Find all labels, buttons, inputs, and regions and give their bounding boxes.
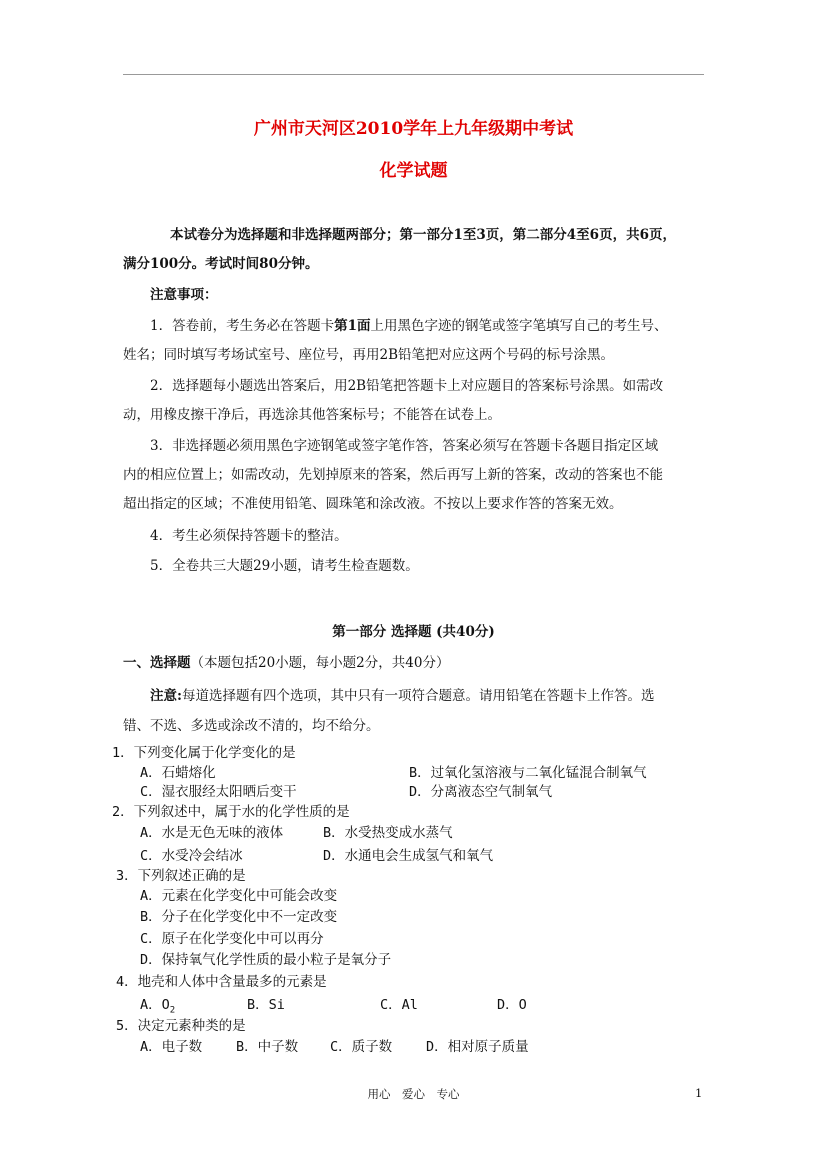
notes-heading: 注意事项： (150, 287, 218, 303)
note-1-line-2: 姓名；同时填写考场试室号、座位号，再用2B铅笔把对应这两个号码的标号涂黑。 (123, 347, 615, 363)
note-2-line-1: 2．选择题每小题选出答案后，用2B铅笔把答题卡上对应题目的答案标号涂黑。如需改 (150, 378, 664, 394)
intro-line-2: 满分100分。考试时间80分钟。 (123, 256, 319, 272)
question-2-option-d: D．水通电会生成氢气和氧气 (323, 848, 494, 864)
exam-title: 广州市天河区2010学年上九年级期中考试 (253, 119, 574, 139)
note-1-text-end: 上用黑色字迹的钢笔或签字笔填写自己的考生号、 (370, 318, 668, 334)
note-4: 4．考生必须保持答题卡的整洁。 (150, 528, 348, 544)
question-1-stem: 1．下列变化属于化学变化的是 (112, 745, 296, 761)
question-2-option-c: C．水受冷会结冰 (140, 848, 243, 864)
question-1-option-b: B．过氧化氢溶液与二氧化锰混合制氧气 (409, 765, 647, 781)
question-2-option-a: A．水是无色无味的液体 (140, 825, 284, 841)
section-1-label: 一、选择题 (123, 655, 191, 671)
question-4-option-b: B．Si (247, 997, 285, 1013)
intro-line-1: 本试卷分为选择题和非选择题两部分；第一部分1至3页，第二部分4至6页，共6页， (170, 227, 676, 243)
question-4-option-a-subscript: 2 (169, 1005, 176, 1016)
question-5-option-b: B．中子数 (236, 1039, 299, 1055)
question-4-option-a-text: A．O (140, 997, 170, 1013)
question-2-option-b: B．水受热变成水蒸气 (323, 825, 453, 841)
choice-note-label: 注意: (150, 688, 182, 704)
question-5-option-c: C．质子数 (330, 1039, 393, 1055)
question-3-option-d: D．保持氧气化学性质的最小粒子是氧分子 (140, 952, 392, 968)
question-5-option-a: A．电子数 (140, 1039, 203, 1055)
choice-note-line-1 (150, 684, 654, 704)
note-3-line-1: 3．非选择题必须用黑色字迹钢笔或签字笔作答，答案必须写在答题卡各题目指定区域 (150, 438, 659, 454)
note-1-bold: 第1面 (334, 318, 371, 334)
part1-heading: 第一部分 选择题 (共40分) (332, 624, 495, 640)
section-1-heading (123, 651, 449, 671)
question-1-option-c: C．湿衣服经太阳晒后变干 (140, 784, 297, 800)
page-number: 1 (695, 1086, 703, 1100)
question-5-stem: 5．决定元素种类的是 (116, 1018, 246, 1034)
section-1-detail: （本题包括20小题，每小题2分，共40分） (190, 655, 450, 671)
note-1-text: 1．答卷前，考生务必在答题卡 (150, 318, 335, 334)
question-4-option-a (140, 993, 175, 1016)
question-4-option-c: C．Al (380, 997, 418, 1013)
page-footer: 用心 爱心 专心 (367, 1087, 460, 1101)
question-3-option-b: B．分子在化学变化中不一定改变 (140, 909, 338, 925)
note-3-line-3: 超出指定的区域；不准使用铅笔、圆珠笔和涂改液。不按以上要求作答的答案无效。 (123, 496, 623, 512)
question-1-option-a: A．石蜡熔化 (140, 765, 216, 781)
question-4-stem: 4．地壳和人体中含量最多的元素是 (116, 974, 327, 990)
note-5: 5．全卷共三大题29小题，请考生检查题数。 (150, 558, 419, 574)
question-3-option-a: A．元素在化学变化中可能会改变 (140, 888, 338, 904)
note-3-line-2: 内的相应位置上；如需改动，先划掉原来的答案，然后再写上新的答案，改动的答案也不能 (123, 467, 663, 483)
choice-note-text: 每道选择题有四个选项，其中只有一项符合题意。请用铅笔在答题卡上作答。选 (181, 688, 655, 704)
question-5-option-d: D．相对原子质量 (426, 1039, 529, 1055)
choice-note-line-2: 错、不选、多选或涂改不清的，均不给分。 (123, 718, 380, 734)
note-2-line-2: 动，用橡皮擦干净后，再选涂其他答案标号；不能答在试卷上。 (123, 407, 501, 423)
question-1-option-d: D．分离液态空气制氧气 (409, 784, 553, 800)
exam-subtitle: 化学试题 (379, 161, 448, 181)
question-2-stem: 2．下列叙述中，属于水的化学性质的是 (112, 804, 350, 820)
question-4-option-d: D．O (497, 997, 527, 1013)
question-3-option-c: C．原子在化学变化中可以再分 (140, 931, 324, 947)
note-1-line-1 (150, 314, 668, 334)
header-rule (123, 74, 704, 75)
question-3-stem: 3．下列叙述正确的是 (116, 868, 246, 884)
